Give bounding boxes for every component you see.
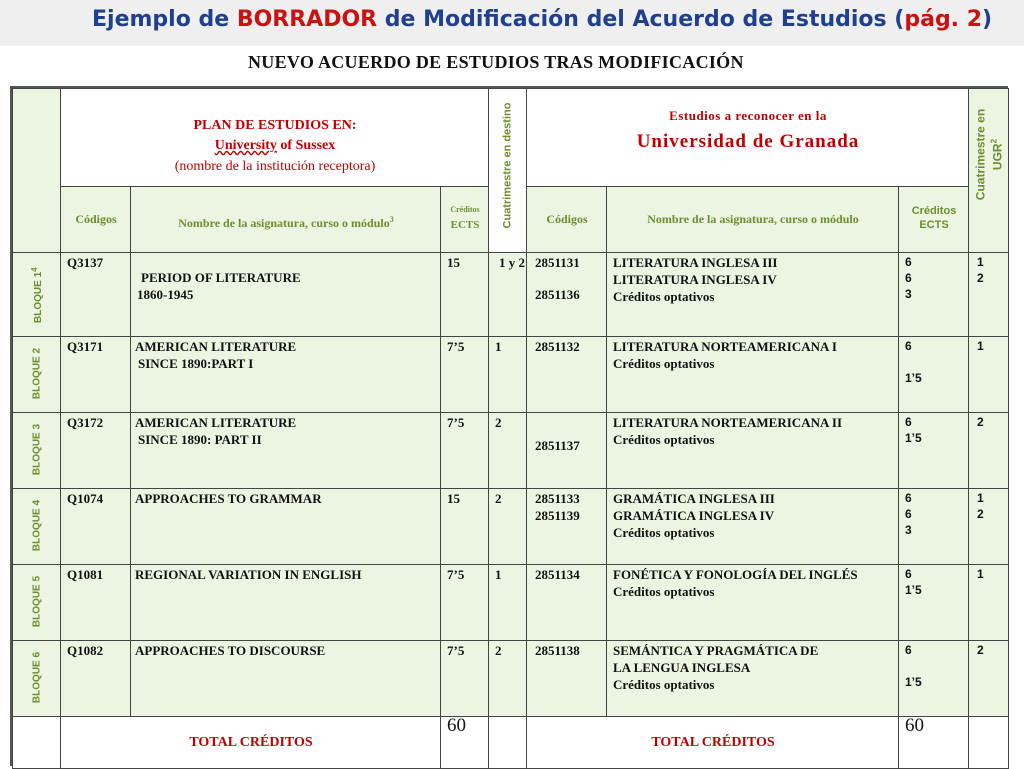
ugr-course-cuatrimestre: 2 <box>977 415 984 429</box>
document-subtitle: NUEVO ACUERDO DE ESTUDIOS TRAS MODIFICACIÓN <box>248 52 744 72</box>
ugr-course-name: LITERATURA INGLESA III <box>613 255 778 270</box>
ugr-course-code: 2851136 <box>535 287 580 302</box>
col-creditos-ugr-label-a: Créditos <box>911 205 957 217</box>
bloque-label <box>30 253 44 337</box>
ects-cell <box>440 336 489 413</box>
bloque-cell <box>12 488 61 565</box>
bloque-cell <box>12 336 61 413</box>
bloque-footnote: 4 <box>29 267 39 272</box>
course-ects: 15 <box>447 491 460 506</box>
col-header-codigos <box>60 186 131 253</box>
bloque-cell <box>12 564 61 641</box>
bloque-cell <box>12 640 61 717</box>
ugr-course-cuatrimestre: 1 <box>977 255 984 269</box>
course-name-cell <box>130 252 441 337</box>
col-nombre-footnote: 3 <box>389 215 394 224</box>
header-blank-left <box>12 88 61 253</box>
course-name-cell <box>130 640 441 717</box>
col-creditos-ugr-label-b: ECTS <box>919 219 949 231</box>
ugr-credits-cell <box>898 640 969 717</box>
course-ects: 7’5 <box>447 415 465 430</box>
ugr-name-cell <box>606 336 899 413</box>
cuatrimestre-cell <box>488 564 527 641</box>
ugr-course-name: Créditos optativos <box>613 356 715 371</box>
ugr-course-cuatrimestre: 1 <box>977 567 984 581</box>
ugr-credits-cell <box>898 336 969 413</box>
code-cell <box>60 488 131 565</box>
ugr-course-credits: 1’5 <box>905 675 922 689</box>
ugr-course-name: FONÉTICA Y FONOLOGÍA DEL INGLÉS <box>613 567 858 582</box>
ugr-course-credits: 1’5 <box>905 583 922 597</box>
ugr-course-cuatrimestre: 1 <box>977 339 984 353</box>
course-code: Q1081 <box>67 567 104 582</box>
ugr-cuatrimestre-cell <box>968 640 1009 717</box>
course-name-line2: 1860-1945 <box>137 287 194 302</box>
course-name-line1: AMERICAN LITERATURE <box>135 415 297 430</box>
ugr-course-cuatrimestre: 2 <box>977 643 984 657</box>
bloque-text: BLOQUE 2 <box>31 347 43 400</box>
course-name-line1: REGIONAL VARIATION IN ENGLISH <box>135 567 362 582</box>
ugr-course-code: 2851133 <box>535 491 580 506</box>
code-cell <box>60 564 131 641</box>
total-value-ugr-cell <box>898 716 969 769</box>
ugr-credits-cell <box>898 564 969 641</box>
col-nombre-ugr-label: Nombre de la asignatura, curso o módulo <box>647 212 859 226</box>
bloque-label <box>32 640 43 716</box>
ugr-course-name: SEMÁNTICA Y PRAGMÁTICA DE <box>613 643 819 658</box>
title-text-2: de Modificación del Acuerdo de Estudios ( <box>377 7 905 32</box>
ugr-course-code: 2851138 <box>535 643 580 658</box>
ugr-credits-cell <box>898 252 969 337</box>
course-name-cell <box>130 336 441 413</box>
course-name-line1: APPROACHES TO GRAMMAR <box>135 491 322 506</box>
ugr-course-credits: 1’5 <box>905 431 922 445</box>
ugr-cuatrimestre-cell <box>968 412 1009 489</box>
ugr-course-code: 2851137 <box>535 438 580 453</box>
cuatrimestre-ugr-header <box>968 88 1009 253</box>
ugr-course-name: Créditos optativos <box>613 525 715 540</box>
col-creditos-label-a: Créditos <box>450 205 480 214</box>
course-cuatrimestre: 2 <box>495 491 502 506</box>
plan-header <box>60 88 489 187</box>
course-name-cell <box>130 412 441 489</box>
ugr-course-credits: 6 <box>905 643 912 657</box>
course-code: Q3172 <box>67 415 104 430</box>
bloque-cell <box>12 412 61 489</box>
bloque-text: BLOQUE 6 <box>31 651 43 704</box>
ugr-course-credits: 6 <box>905 507 912 521</box>
ugr-cuatrimestre-cell <box>968 336 1009 413</box>
plan-title: PLAN DE ESTUDIOS EN: <box>193 118 357 133</box>
course-cuatrimestre: 1 <box>495 339 502 354</box>
code-cell <box>60 336 131 413</box>
ugr-course-name: Créditos optativos <box>613 677 715 692</box>
course-cuatrimestre: 2 <box>495 415 502 430</box>
ugr-credits-cell <box>898 488 969 565</box>
bloque-label <box>32 488 43 564</box>
ugr-code-cell <box>526 252 607 337</box>
ugr-course-name: LA LENGUA INGLESA <box>613 660 751 675</box>
col-header-creditos <box>440 186 489 253</box>
total-value-right: 60 <box>905 716 924 736</box>
col-creditos-label-b: ECTS <box>450 219 480 231</box>
cuatrimestre-cell <box>488 412 527 489</box>
cuatrimestre-ugr-label <box>974 95 1005 215</box>
course-ects: 7’5 <box>447 567 465 582</box>
ugr-course-code: 2851134 <box>535 567 580 582</box>
cuatrimestre-cell <box>488 488 527 565</box>
ugr-course-name: Créditos optativos <box>613 584 715 599</box>
ugr-course-name: LITERATURA NORTEAMERICANA I <box>613 339 837 354</box>
course-name-cell <box>130 564 441 641</box>
cuatrimestre-cell <box>488 252 527 337</box>
ugr-course-credits: 6 <box>905 255 912 269</box>
cuatrimestre-destino-label: Cuatrimestre en destino <box>501 102 514 229</box>
ugr-name-cell <box>606 564 899 641</box>
col-header-nombre <box>130 186 441 253</box>
title-highlight: BORRADOR <box>236 7 378 32</box>
cuatrimestre-ugr-footnote: 2 <box>989 138 999 144</box>
slide-title <box>92 7 992 32</box>
ugr-course-name: GRAMÁTICA INGLESA III <box>613 491 775 506</box>
col-codigos-label: Códigos <box>75 212 117 226</box>
ugr-course-code: 2851131 <box>535 255 580 270</box>
ugr-course-name: LITERATURA NORTEAMERICANA II <box>613 415 843 430</box>
ugr-course-credits: 6 <box>905 491 912 505</box>
code-cell <box>60 412 131 489</box>
course-cuatrimestre: 1 y 2 <box>499 255 525 270</box>
ugr-name-cell <box>606 640 899 717</box>
ugr-course-cuatrimestre: 2 <box>977 507 984 521</box>
total-value-left: 60 <box>447 716 466 736</box>
cuatrimestre-cell <box>488 336 527 413</box>
total-blank-right <box>968 716 1009 769</box>
bloque-text: BLOQUE 5 <box>31 575 43 628</box>
ugr-course-credits: 6 <box>905 271 912 285</box>
course-ects: 7’5 <box>447 643 465 658</box>
ugr-course-name: LITERATURA INGLESA IV <box>613 272 777 287</box>
ugr-cuatrimestre-cell <box>968 252 1009 337</box>
plan-institution <box>61 137 489 154</box>
course-name-line1: APPROACHES TO DISCOURSE <box>135 643 326 658</box>
col-header-codigos-ugr <box>526 186 607 253</box>
ugr-header-university: Universidad de Granada <box>636 131 860 152</box>
ugr-header <box>526 88 969 187</box>
course-name-line2: SINCE 1890:PART I <box>138 356 254 371</box>
course-code: Q3137 <box>67 255 104 270</box>
ugr-course-credits: 3 <box>905 287 912 301</box>
course-ects: 15 <box>447 255 460 270</box>
ects-cell <box>440 488 489 565</box>
col-header-creditos-ugr <box>898 186 969 253</box>
ects-cell <box>440 412 489 489</box>
bloque-text: BLOQUE 3 <box>31 423 43 476</box>
ugr-course-credits: 6 <box>905 339 912 353</box>
col-nombre-label <box>131 211 441 232</box>
ects-cell <box>440 564 489 641</box>
plan-institution-university: University <box>214 138 277 153</box>
ects-cell <box>440 252 489 337</box>
total-label-cell <box>60 716 441 769</box>
col-nombre-text: Nombre de la asignatura, curso o módulo <box>178 216 390 230</box>
col-codigos-ugr-label: Códigos <box>546 212 588 226</box>
ugr-code-cell <box>526 564 607 641</box>
plan-note: (nombre de la institución receptora) <box>174 159 376 174</box>
title-text-1: Ejemplo de <box>92 7 237 32</box>
title-page: pág. 2 <box>904 7 983 32</box>
ugr-course-cuatrimestre: 2 <box>977 271 984 285</box>
ugr-code-cell <box>526 412 607 489</box>
ugr-course-credits: 6 <box>905 415 912 429</box>
course-code: Q3171 <box>67 339 104 354</box>
study-agreement-table <box>10 86 1008 766</box>
total-blank-cuatri <box>488 716 527 769</box>
course-name-cell <box>130 488 441 565</box>
code-cell <box>60 252 131 337</box>
ugr-code-cell <box>526 488 607 565</box>
ugr-name-cell <box>606 412 899 489</box>
cuatrimestre-cell <box>488 640 527 717</box>
ugr-course-credits: 6 <box>905 567 912 581</box>
cuatrimestre-destino-header <box>488 88 527 253</box>
ugr-credits-cell <box>898 412 969 489</box>
ugr-course-name: Créditos optativos <box>613 432 715 447</box>
cuatrimestre-ugr-text: Cuatrimestre en UGR <box>973 108 1005 201</box>
ugr-code-cell <box>526 640 607 717</box>
course-name-line2: SINCE 1890: PART II <box>138 432 262 447</box>
bloque-text: BLOQUE 4 <box>31 499 43 552</box>
course-code: Q1074 <box>67 491 104 506</box>
course-ects: 7’5 <box>447 339 465 354</box>
ugr-code-cell <box>526 336 607 413</box>
ects-cell <box>440 640 489 717</box>
ugr-course-credits: 3 <box>905 523 912 537</box>
ugr-header-line1: Estudios a reconocer en la <box>669 108 827 123</box>
ugr-cuatrimestre-cell <box>968 564 1009 641</box>
bloque-label <box>32 336 43 412</box>
ugr-course-name: GRAMÁTICA INGLESA IV <box>613 508 775 523</box>
total-value-cell <box>440 716 489 769</box>
ugr-course-name: Créditos optativos <box>613 289 715 304</box>
ugr-course-code: 2851132 <box>535 339 580 354</box>
course-code: Q1082 <box>67 643 104 658</box>
bloque-label <box>32 564 43 640</box>
ugr-name-cell <box>606 488 899 565</box>
ugr-course-code: 2851139 <box>535 508 580 523</box>
col-header-nombre-ugr <box>606 186 899 253</box>
course-name-line1: AMERICAN LITERATURE <box>135 339 297 354</box>
title-text-3: ) <box>982 7 993 32</box>
bloque-cell <box>12 252 61 337</box>
bloque-text: BLOQUE 1 <box>33 271 45 323</box>
ugr-cuatrimestre-cell <box>968 488 1009 565</box>
total-label-ugr-cell <box>526 716 899 769</box>
code-cell <box>60 640 131 717</box>
ugr-course-credits: 1’5 <box>905 371 922 385</box>
plan-institution-name: of Sussex <box>276 138 336 153</box>
course-cuatrimestre: 1 <box>495 567 502 582</box>
total-label-left: TOTAL CRÉDITOS <box>189 735 313 750</box>
total-blank-left <box>12 716 61 769</box>
bloque-label <box>32 412 43 488</box>
course-cuatrimestre: 2 <box>495 643 502 658</box>
ugr-name-cell <box>606 252 899 337</box>
total-label-right: TOTAL CRÉDITOS <box>651 735 775 750</box>
ugr-course-cuatrimestre: 1 <box>977 491 984 505</box>
course-name-line1: PERIOD OF LITERATURE <box>141 270 301 285</box>
title-bar <box>0 0 1024 46</box>
